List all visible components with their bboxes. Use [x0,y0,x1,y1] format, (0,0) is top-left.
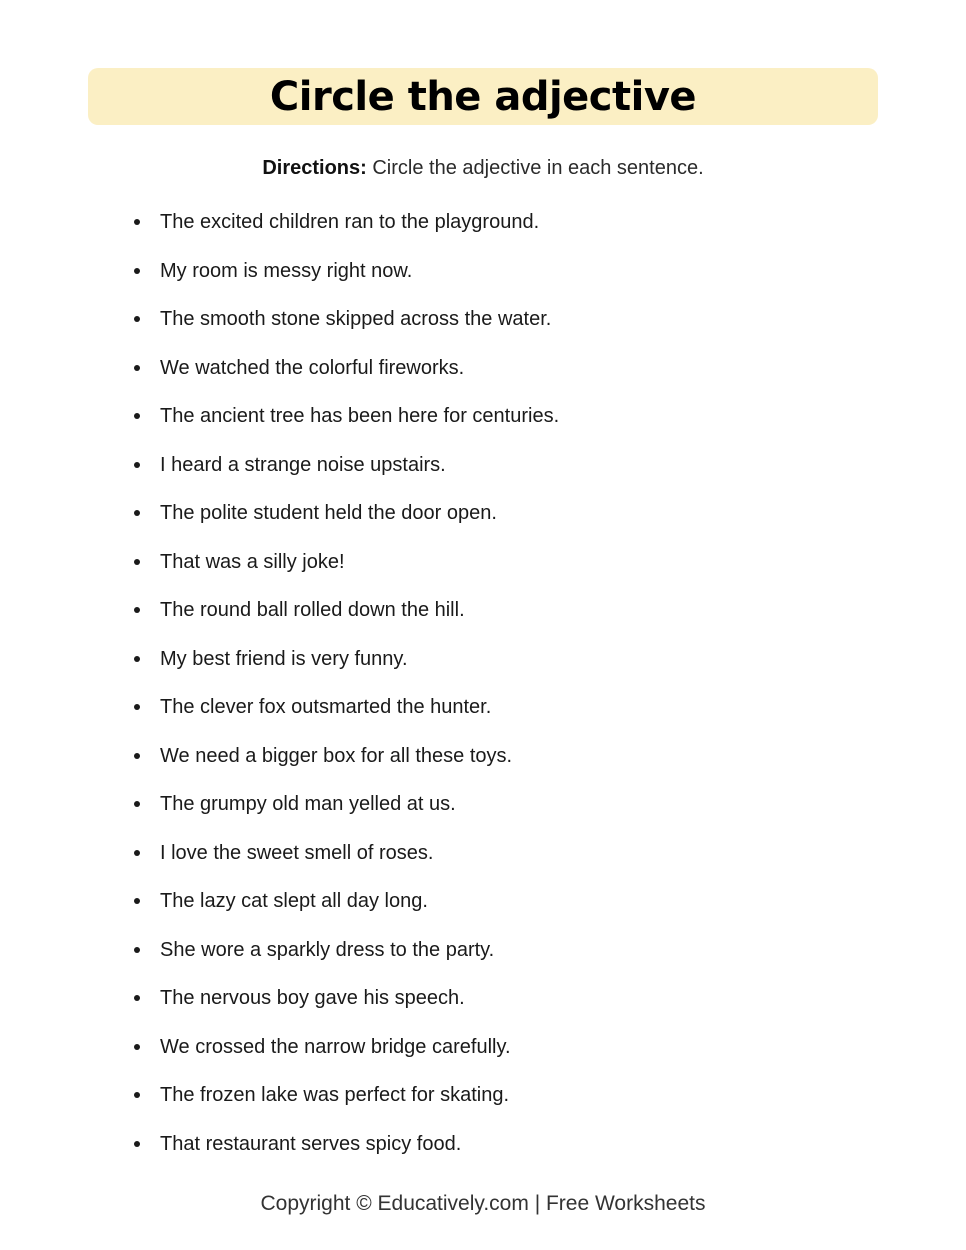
bullet-icon [134,365,140,371]
sentence-text: I love the sweet smell of roses. [160,841,434,864]
list-item[interactable] [130,936,890,985]
list-item[interactable] [130,402,890,451]
bullet-icon [134,559,140,565]
list-item[interactable] [130,839,890,888]
sentence-text: I heard a strange noise upstairs. [160,453,446,476]
sentence-text: The grumpy old man yelled at us. [160,793,456,815]
sentence-text: That restaurant serves spicy food. [160,1132,462,1155]
list-item[interactable] [130,645,890,694]
sentence-text: The excited children ran to the playground. [160,211,540,233]
bullet-icon [134,850,140,856]
list-item[interactable] [130,451,890,500]
sentence-text: My best friend is very funny. [160,647,408,670]
bullet-icon [134,1044,140,1050]
list-item[interactable] [130,548,890,597]
sentence-text: The frozen lake was perfect for skating. [160,1084,510,1106]
bullet-icon [134,704,140,710]
sentence-text: We crossed the narrow bridge carefully. [160,1035,511,1058]
list-item[interactable] [130,1033,890,1082]
bullet-icon [134,413,140,419]
sentence-text: She wore a sparkly dress to the party. [160,938,495,961]
sentence-text: The round ball rolled down the hill. [160,599,465,621]
bullet-icon [134,510,140,516]
list-item[interactable] [130,596,890,645]
list-item[interactable] [130,1130,890,1179]
sentence-text: We watched the colorful fireworks. [160,356,465,379]
bullet-icon [134,898,140,904]
list-item[interactable] [130,257,890,306]
directions-line [0,155,966,181]
bullet-icon [134,607,140,613]
bullet-icon [134,1141,140,1147]
footer-copyright: Copyright © Educatively.com | Free Worksheets [260,1191,706,1215]
bullet-icon [134,995,140,1001]
sentence-text: The smooth stone skipped across the water. [160,308,552,330]
bullet-icon [134,656,140,662]
list-item[interactable] [130,499,890,548]
sentence-text: The lazy cat slept all day long. [160,890,428,912]
bullet-icon [134,801,140,807]
page-title: Circle the adjective [269,73,697,120]
list-item[interactable] [130,693,890,742]
bullet-icon [134,1092,140,1098]
sentence-text: The polite student held the door open. [160,502,497,524]
bullet-icon [134,462,140,468]
list-item[interactable] [130,305,890,354]
bullet-icon [134,219,140,225]
sentence-text: The ancient tree has been here for centuries. [160,405,560,427]
list-item[interactable] [130,1081,890,1130]
directions-label: Directions: [262,157,367,179]
directions-body: Circle the adjective in each sentence. [366,157,704,179]
sentence-text: My room is messy right now. [160,259,413,282]
sentence-text: The nervous boy gave his speech. [160,987,465,1009]
bullet-icon [134,753,140,759]
list-item[interactable] [130,887,890,936]
bullet-icon [134,947,140,953]
list-item[interactable] [130,354,890,403]
list-item[interactable] [130,742,890,791]
list-item[interactable] [130,790,890,839]
sentence-text: We need a bigger box for all these toys. [160,744,513,767]
sentence-text: The clever fox outsmarted the hunter. [160,696,492,718]
title-banner [88,68,878,125]
list-item[interactable] [130,208,890,257]
sentence-text: That was a silly joke! [160,550,345,573]
bullet-icon [134,316,140,322]
sentence-list [130,208,890,1178]
bullet-icon [134,268,140,274]
list-item[interactable] [130,984,890,1033]
